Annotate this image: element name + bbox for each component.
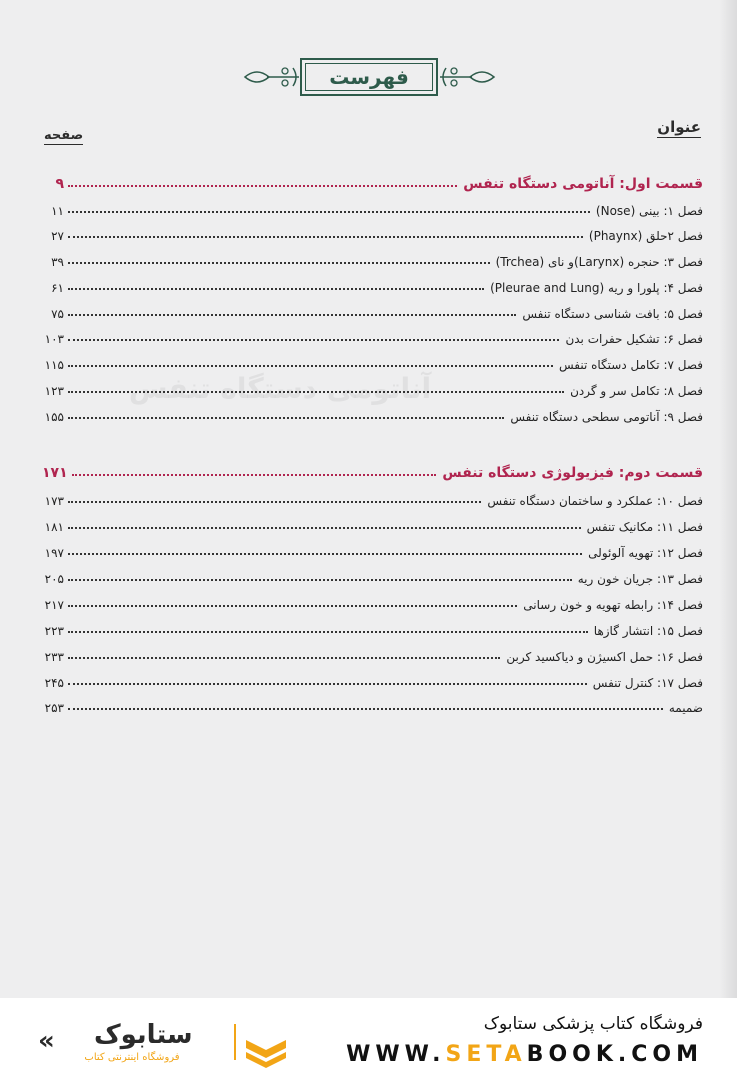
toc-chapter-row[interactable]	[42, 271, 703, 295]
toc-chapter-row[interactable]	[42, 245, 703, 269]
logo-text: ستابوک	[94, 1020, 193, 1050]
toc-chapter-row[interactable]	[42, 588, 703, 612]
toc-part-row[interactable]	[42, 168, 703, 192]
toc-page-number: ۱۲۳	[44, 384, 64, 398]
toc-page-number: ۲۰۵	[44, 572, 64, 586]
shop-url[interactable]	[346, 1042, 703, 1067]
chevron-logo-icon	[244, 1038, 288, 1068]
toc-page-number: ۱۰۳	[44, 332, 64, 346]
store-logo	[36, 1016, 286, 1068]
toc-page-number: ۶۱	[51, 281, 64, 295]
toc-entry-title: فصل ۱۷: کنترل تنفس	[592, 676, 703, 690]
toc-chapter-row[interactable]	[42, 666, 703, 690]
title-column-label: عنوان	[657, 118, 701, 136]
background-watermark: آناتومی دستگاه تنفس	[128, 372, 432, 405]
toc-page-number: ۱۱۵	[44, 358, 64, 372]
toc-entry-title: فصل ۱۳: جریان خون ریه	[577, 572, 703, 586]
toc-chapter-row[interactable]	[42, 374, 703, 398]
toc-page-number: ۲۴۵	[44, 676, 64, 690]
toc-chapter-row[interactable]	[42, 562, 703, 586]
toc-page-number: ۲۷	[51, 229, 64, 243]
toc-page-number: ۱۵۵	[44, 410, 64, 424]
toc-chapter-row[interactable]	[42, 194, 703, 218]
toc-chapter-row[interactable]	[42, 297, 703, 321]
toc-page-number: ۱۱	[51, 204, 64, 218]
toc-chapter-row[interactable]	[42, 510, 703, 534]
toc-entry-title: فصل ۱: بینی (Nose)	[595, 204, 703, 218]
store-footer	[0, 998, 737, 1080]
toc-page-number: ۲۵۳	[44, 701, 64, 715]
toc-chapter-row[interactable]	[42, 348, 703, 372]
toc-chapter-row[interactable]	[42, 614, 703, 638]
toc-entry-title: فصل ۴: پلورا و ریه (Pleurae and Lung)	[490, 281, 703, 295]
toc-chapter-row[interactable]	[42, 219, 703, 243]
dot-leader	[68, 527, 581, 529]
dot-leader	[68, 185, 457, 187]
toc-entry-title: فصل ۹: آناتومی سطحی دستگاه تنفس	[510, 410, 703, 424]
page-header	[0, 56, 737, 102]
dot-leader	[68, 339, 559, 341]
logo-arrows: «	[38, 1026, 55, 1056]
dot-leader	[68, 211, 590, 213]
toc-entry-title: قسمت اول: آناتومی دستگاه تنفس	[463, 176, 703, 192]
toc-chapter-row[interactable]	[42, 400, 703, 424]
toc-chapter-row[interactable]	[42, 536, 703, 560]
toc-entry-title: فصل ۶: تشکیل حفرات بدن	[565, 332, 703, 346]
toc-chapter-row[interactable]	[42, 640, 703, 664]
dot-leader	[68, 314, 516, 316]
dot-leader	[72, 474, 437, 476]
toc-page-number: ۱۹۷	[44, 546, 64, 560]
dot-leader	[68, 553, 582, 555]
ornament-left-icon	[243, 62, 301, 92]
dot-leader	[68, 605, 517, 607]
toc-entry-title: فصل ۱۵: انتشار گازها	[593, 624, 703, 638]
dot-leader	[68, 501, 481, 503]
toc-page-number: ۹	[55, 176, 64, 192]
logo-tagline: فروشگاه اینترنتی کتاب	[84, 1052, 180, 1063]
toc-entry-title: فصل ۵: بافت شناسی دستگاه تنفس	[522, 307, 703, 321]
toc-chapter-row[interactable]	[42, 484, 703, 508]
toc-page-number: ۱۸۱	[44, 520, 64, 534]
toc-entry-title: ضمیمه	[668, 701, 703, 715]
toc-entry-title: فصل ۲حلق (Phaynx)	[588, 229, 703, 243]
dot-leader	[68, 657, 500, 659]
dot-leader	[68, 417, 504, 419]
shop-name: فروشگاه کتاب پزشکی ستابوک	[483, 1014, 703, 1034]
toc-entry-title: قسمت دوم: فیزیولوژی دستگاه تنفس	[442, 465, 703, 481]
dot-leader	[68, 262, 490, 264]
toc-entry-title: فصل ۱۶: حمل اکسیژن و دیاکسید کربن	[506, 650, 703, 664]
ornament-right-icon	[438, 62, 496, 92]
dot-leader	[68, 365, 553, 367]
toc-entry-title: فصل ۸: تکامل سر و گردن	[570, 384, 703, 398]
toc-entry-title: فصل ۱۱: مکانیک تنفس	[586, 520, 703, 534]
url-prefix: WWW.	[346, 1042, 446, 1067]
dot-leader	[68, 391, 564, 393]
toc-entry-title: فصل ۱۲: تهویه آلوئولی	[588, 546, 703, 560]
logo-divider	[234, 1024, 236, 1060]
url-suffix: BOOK.COM	[526, 1042, 703, 1067]
dot-leader	[68, 288, 484, 290]
dot-leader	[68, 236, 583, 238]
toc-part-row[interactable]	[42, 457, 703, 481]
toc-chapter-row[interactable]	[42, 691, 703, 715]
toc-page-number: ۲۳۳	[44, 650, 64, 664]
toc-entry-title: فصل ۳: حنجره (Larynx)و نای (Trchea)	[495, 255, 703, 269]
dot-leader	[68, 579, 572, 581]
toc-entry-title: فصل ۱۰: عملکرد و ساختمان دستگاه تنفس	[487, 494, 703, 508]
dot-leader	[68, 631, 588, 633]
toc-page-number: ۲۱۷	[44, 598, 64, 612]
toc-entry-title: فصل ۱۴: رابطه تهویه و خون رسانی	[523, 598, 703, 612]
toc-chapter-row[interactable]	[42, 322, 703, 346]
toc-page-number: ۳۹	[51, 255, 64, 269]
toc-page-number: ۲۲۳	[44, 624, 64, 638]
page-edge-shadow	[719, 0, 737, 998]
url-highlight: SETA	[445, 1042, 527, 1067]
dot-leader	[68, 708, 663, 710]
toc-page-number: ۱۷۳	[44, 494, 64, 508]
toc-entry-title: فصل ۷: تکامل دستگاه تنفس	[558, 358, 703, 372]
toc-page-number: ۷۵	[51, 307, 64, 321]
toc-page-number: ۱۷۱	[42, 465, 68, 481]
page-column-label: صفحه	[44, 128, 84, 143]
page-title: فهرست	[300, 58, 438, 96]
dot-leader	[68, 683, 587, 685]
